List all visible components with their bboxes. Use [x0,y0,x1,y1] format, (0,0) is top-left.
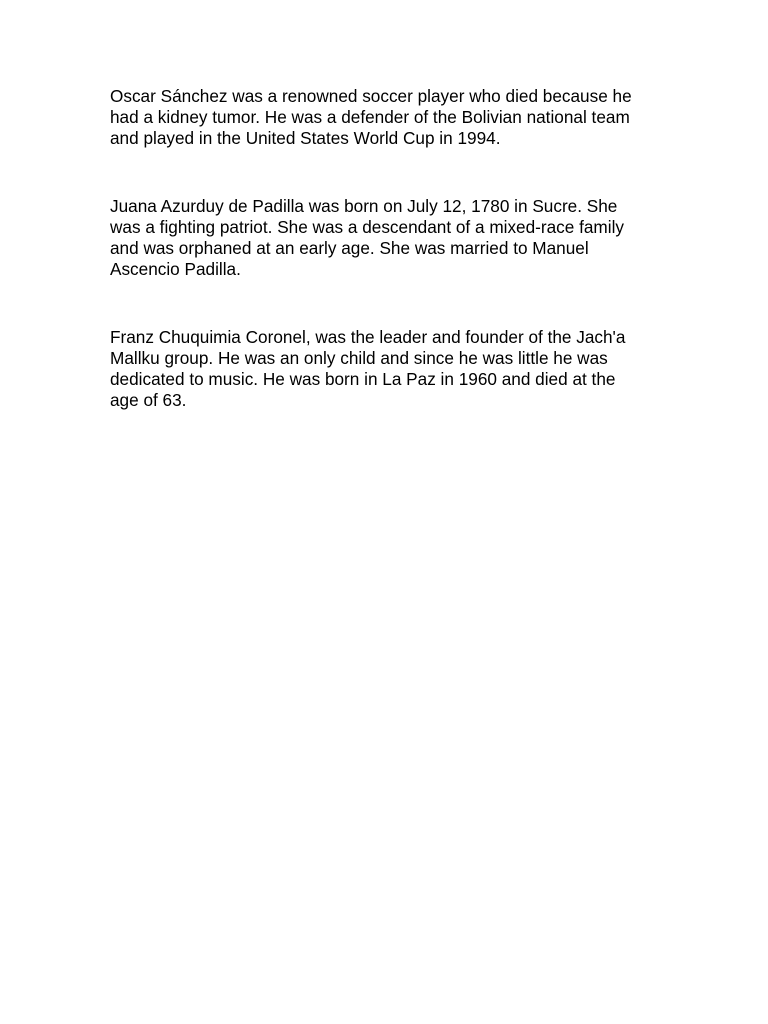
paragraph-oscar-sanchez: Oscar Sánchez was a renowned soccer player who died because he had a kidney tumor. He was a defender of the Bolivian national team and played in the United States World Cup in 1994. [110,86,632,148]
paragraph-juana-azurduy: Juana Azurduy de Padilla was born on July 12, 1780 in Sucre. She was a fighting patriot. She was a descendant of a mixed-race family and was orphaned at an early age. She was married to Manuel Ascencio Padilla. [110,196,624,279]
paragraph-franz-chuquimia: Franz Chuquimia Coronel, was the leader and founder of the Jach'a Mallku group. He was an only child and since he was little he was dedicated to music. He was born in La Paz in 1960 and died at the age of 63. [110,327,626,410]
document-body [110,86,666,411]
